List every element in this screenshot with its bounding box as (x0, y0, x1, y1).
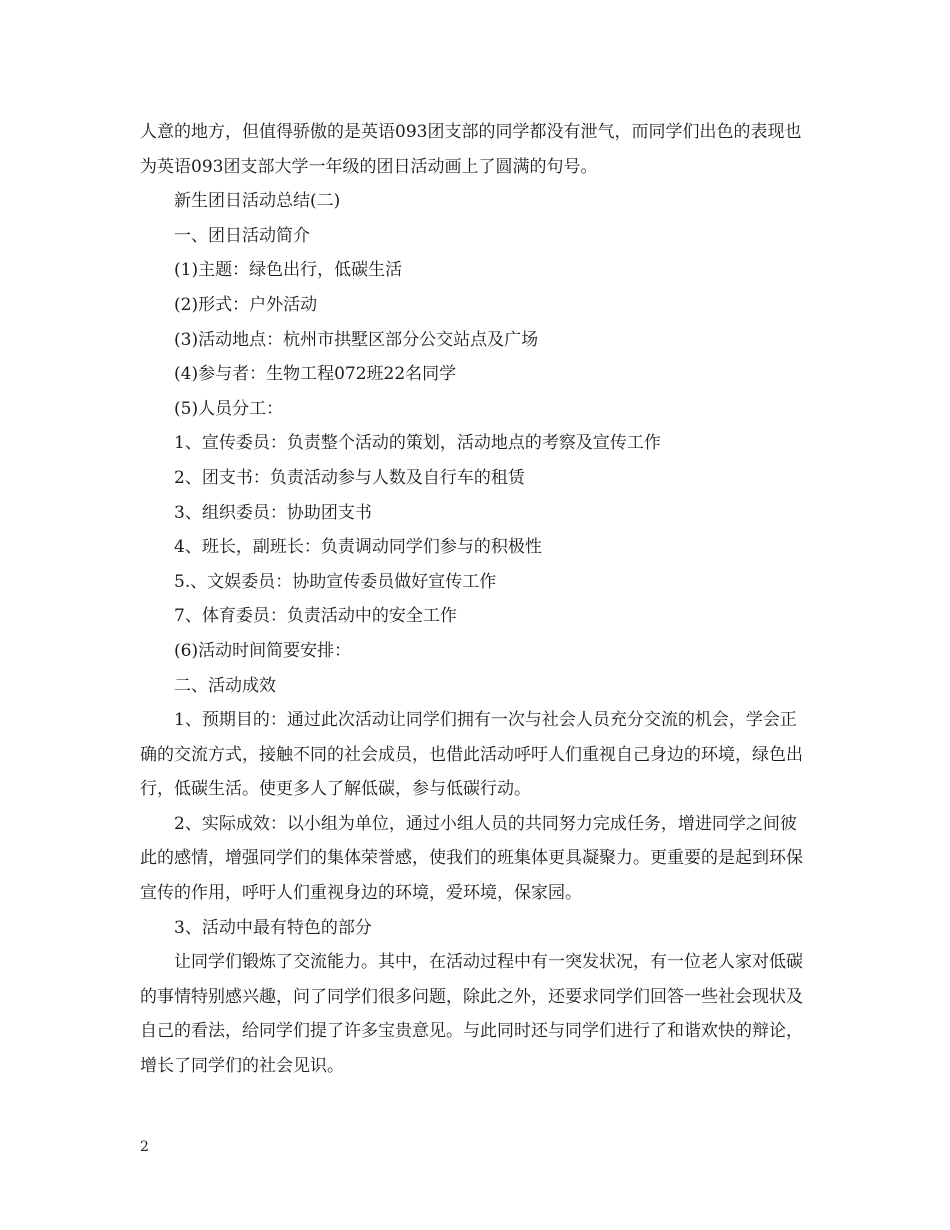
role-publicity: 1、宣传委员：负责整个活动的策划，活动地点的考察及宣传工作 (174, 433, 661, 454)
item-participants: (4)参与者：生物工程072班22名同学 (174, 364, 457, 385)
paragraph-highlight: 让同学们锻炼了交流能力。其中，在活动过程中有一突发状况，有一位老人家对低碳的事情特别感兴趣，问了同学们很多问题，除此之外，还要求同学们回答一些社会现状及自己的看法，给同学们提了许多宝贵意见。与此同时还与同学们进行了和谐欢快的辩论，增长了同学们的社会见识。 (140, 952, 803, 1077)
page-number: 2 (140, 1139, 149, 1155)
section-title: 新生团日活动总结(二) (174, 191, 341, 212)
role-secretary: 2、团支书：负责活动参与人数及自行车的租赁 (174, 467, 525, 488)
heading-results: 二、活动成效 (174, 675, 276, 696)
role-monitor: 4、班长，副班长：负责调动同学们参与的积极性 (174, 537, 542, 558)
item-roles: (5)人员分工： (174, 398, 284, 419)
item-theme: (1)主题：绿色出行，低碳生活 (174, 260, 403, 281)
document-body (140, 115, 810, 1084)
role-organizer: 3、组织委员：协助团支书 (174, 502, 372, 523)
heading-highlight: 3、活动中最有特色的部分 (174, 917, 372, 938)
role-sports: 7、体育委员：负责活动中的安全工作 (174, 606, 457, 627)
paragraph-actual-results: 2、实际成效：以小组为单位，通过小组人员的共同努力完成任务，增进同学之间彼此的感情，增强同学们的集体荣誉感，使我们的班集体更具凝聚力。更重要的是起到环保宣传的作用，呼吁人们重视身边的环境，爱环境，保家园。 (140, 813, 803, 904)
item-format: (2)形式：户外活动 (174, 294, 318, 315)
role-entertainment: 5.、文娱委员：协助宣传委员做好宣传工作 (174, 571, 497, 592)
item-location: (3)活动地点：杭州市拱墅区部分公交站点及广场 (174, 329, 539, 350)
paragraph-expected-goal: 1、预期目的：通过此次活动让同学们拥有一次与社会人员充分交流的机会，学会正确的交流方式，接触不同的社会成员，也借此活动呼吁人们重视自己身边的环境，绿色出行，低碳生活。使更多人了解低碳，参与低碳行动。 (140, 710, 803, 800)
paragraph-continuation: 人意的地方，但值得骄傲的是英语093团支部的同学都没有泄气，而同学们出色的表现也为英语093团支部大学一年级的团日活动画上了圆满的句号。 (140, 122, 802, 177)
item-schedule: (6)活动时间简要安排： (174, 640, 352, 661)
heading-intro: 一、团日活动简介 (174, 225, 310, 246)
